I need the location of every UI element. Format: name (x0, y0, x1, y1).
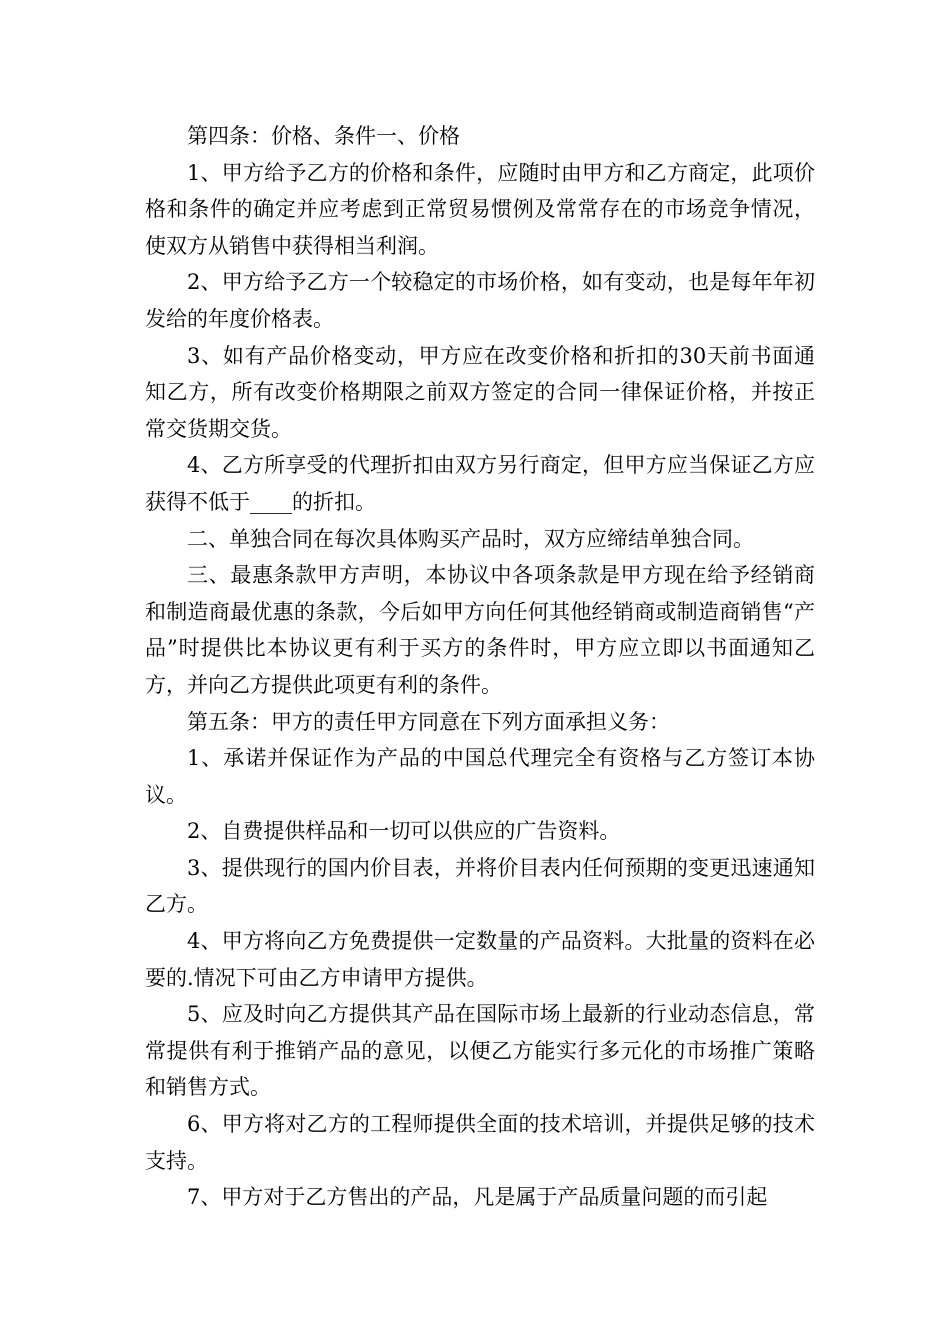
article-4-clause-3: 3、如有产品价格变动，甲方应在改变价格和折扣的30天前书面通知乙方，所有改变价格期限之前双方签定的合同一律保证价格，并按正常交货期交货。 (145, 343, 815, 441)
article-5-clause-3: 3、提供现行的国内价目表，并将价目表内任何预期的变更迅速通知乙方。 (145, 855, 815, 917)
article-4-clause-4: 4、乙方所享受的代理折扣由双方另行商定，但甲方应当保证乙方应获得不低于____的折扣。 (145, 453, 815, 514)
article-5-clause-5: 5、应及时向乙方提供其产品在国际市场上最新的行业动态信息，常常提供有利于推销产品的意见，以便乙方能实行多元化的市场推广策略和销售方式。 (145, 1002, 815, 1100)
article-5-clause-7: 7、甲方对于乙方售出的产品，凡是属于产品质量问题的而引起 (187, 1185, 768, 1210)
article-4-clause-1: 1、甲方给予乙方的价格和条件，应随时由甲方和乙方商定，此项价格和条件的确定并应考虑到正常贸易惯例及常常存在的市场竞争情况，使双方从销售中获得相当利润。 (145, 160, 815, 258)
article-5-clause-6: 6、甲方将对乙方的工程师提供全面的技术培训，并提供足够的技术支持。 (145, 1112, 815, 1173)
separate-contract-section: 二、单独合同在每次具体购买产品时，双方应缔结单独合同。 (187, 526, 754, 551)
article-4-clause-2: 2、甲方给予乙方一个较稳定的市场价格，如有变动，也是每年年初发给的年度价格表。 (145, 270, 815, 331)
article-5-clause-4: 4、甲方将向乙方免费提供一定数量的产品资料。大批量的资料在必要的.情况下可由乙方申请甲方提供。 (145, 929, 815, 990)
article-4-heading: 第四条：价格、条件一、价格 (187, 124, 460, 148)
article-5-clause-1: 1、承诺并保证作为产品的中国总代理完全有资格与乙方签订本协议。 (145, 746, 815, 807)
article-5-clause-2: 2、自费提供样品和一切可以供应的广告资料。 (187, 819, 621, 844)
most-favored-clause-section: 三、最惠条款甲方声明，本协议中各项条款是甲方现在给予经销商和制造商最优惠的条款，今后如甲方向任何其他经销商或制造商销售“产品”时提供比本协议更有利于买方的条件时，甲方应立即以书面通知乙方，并向乙方提供此项更有利的条件。 (145, 563, 815, 697)
document-body (145, 118, 815, 1216)
article-5-heading: 第五条：甲方的责任甲方同意在下列方面承担义务： (187, 709, 670, 734)
